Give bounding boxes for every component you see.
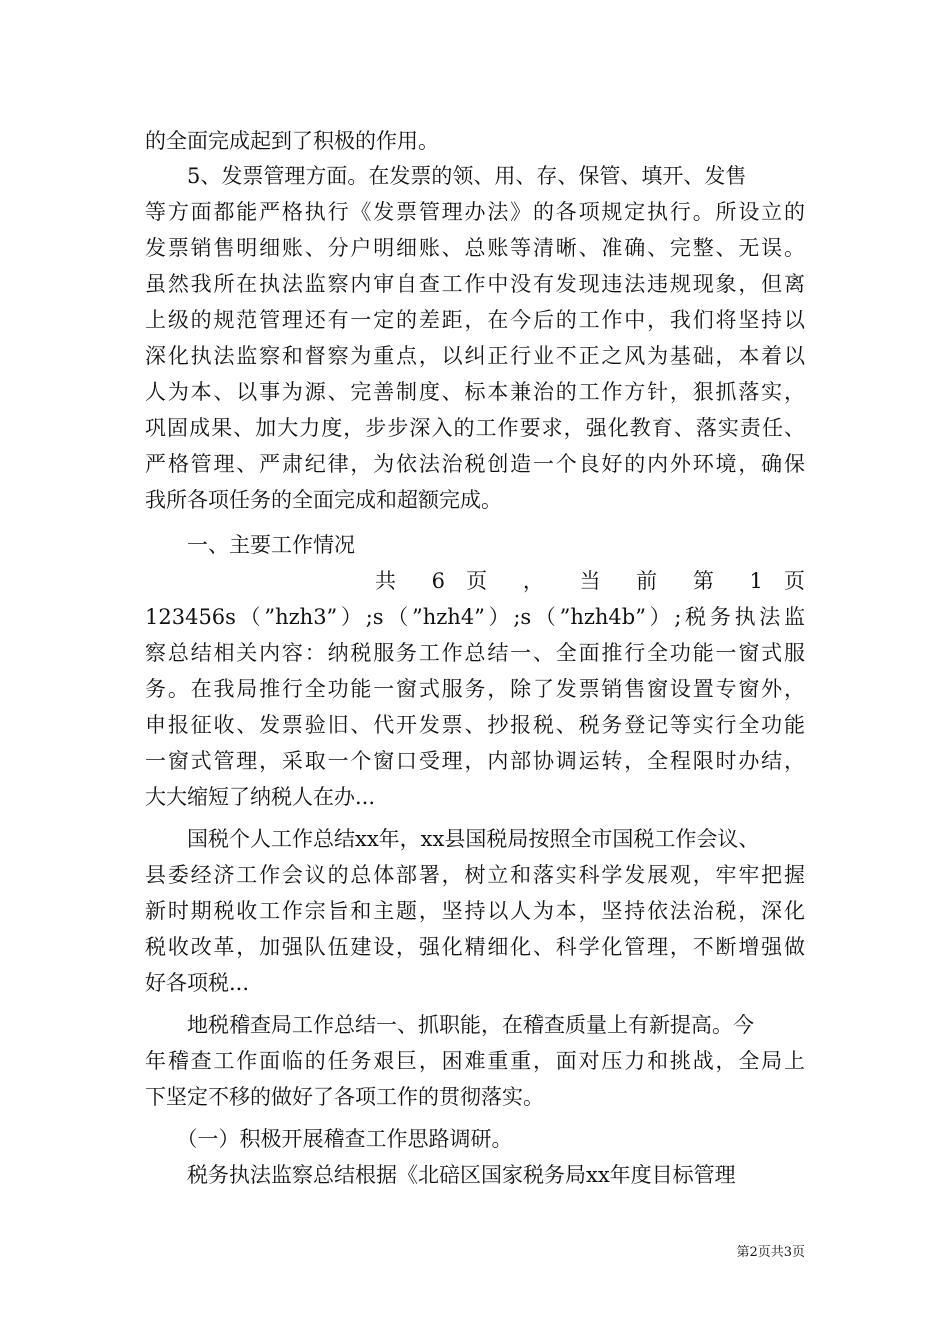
text-line: 巩固成果、加大力度，步步深入的工作要求，强化教育、落实责任、 [145,416,805,440]
text-line: 好各项税... [145,971,250,995]
text-line: 国税个人工作总结xx年，xx县国税局按照全市国税工作会议、 [145,827,760,851]
section-heading: 一、主要工作情况 [145,533,355,557]
text-line: 严格管理、严肃纪律，为依法治税创造一个良好的内外环境，确保 [145,452,805,476]
text-line: 务。在我局推行全功能一窗式服务，除了发票销售窗设置专窗外， [145,677,805,701]
text-line: 上级的规范管理还有一定的差距，在今后的工作中，我们将坚持以 [145,308,805,332]
text-line: 地税稽查局工作总结一、抓职能，在稽查质量上有新提高。今 [145,1013,754,1037]
text-line: 深化执法监察和督察为重点，以纠正行业不正之风为基础，本着以 [145,344,805,368]
text-line: 5、发票管理方面。在发票的领、用、存、保管、填开、发售 [145,164,747,188]
text-line: 县委经济工作会议的总体部署，树立和落实科学发展观，牢牢把握 [145,863,805,887]
text-line: 税收改革，加强队伍建设，强化精细化、科学化管理，不断增强做 [145,935,805,959]
sub-heading: （一）积极开展稽查工作思路调研。 [145,1127,513,1151]
text-line: 发票销售明细账、分户明细账、总账等清晰、准确、完整、无误。 [145,236,805,260]
text-line: 我所各项任务的全面完成和超额完成。 [145,488,502,512]
text-line: 新时期税收工作宗旨和主题，坚持以人为本，坚持依法治税，深化 [145,899,805,923]
text-line: 年稽查工作面临的任务艰巨，困难重重，面对压力和挑战，全局上 [145,1049,805,1073]
text-line: 一窗式管理，采取一个窗口受理，内部协调运转，全程限时办结， [145,749,805,773]
text-line: 下坚定不移的做好了各项工作的贯彻落实。 [145,1085,544,1109]
page-footer: 第2页共3页 [736,1245,805,1260]
text-line: 大大缩短了纳税人在办... [145,785,376,809]
text-line: 税务执法监察总结根据《北碚区国家税务局xx年度目标管理 [145,1163,736,1187]
text-line: 人为本、以事为源、完善制度、标本兼治的工作方针，狠抓落实， [145,380,805,404]
text-line: 虽然我所在执法监察内审自查工作中没有发现违法违规现象，但离 [145,272,805,296]
text-line: 申报征收、发票验旧、代开发票、抄报税、税务登记等实行全功能 [145,713,805,737]
text-line: 的全面完成起到了积极的作用。 [145,129,439,153]
page-count-line: 共 6 页 ， 当 前 第 1 页 [375,569,805,593]
text-line: 察总结相关内容：纳税服务工作总结一、全面推行全功能一窗式服 [145,641,805,665]
text-line: 123456s（”hzh3”）;s（”hzh4”）;s（”hzh4b”）;税务执法监 [145,605,805,629]
text-line: 等方面都能严格执行《发票管理办法》的各项规定执行。所设立的 [145,200,805,224]
